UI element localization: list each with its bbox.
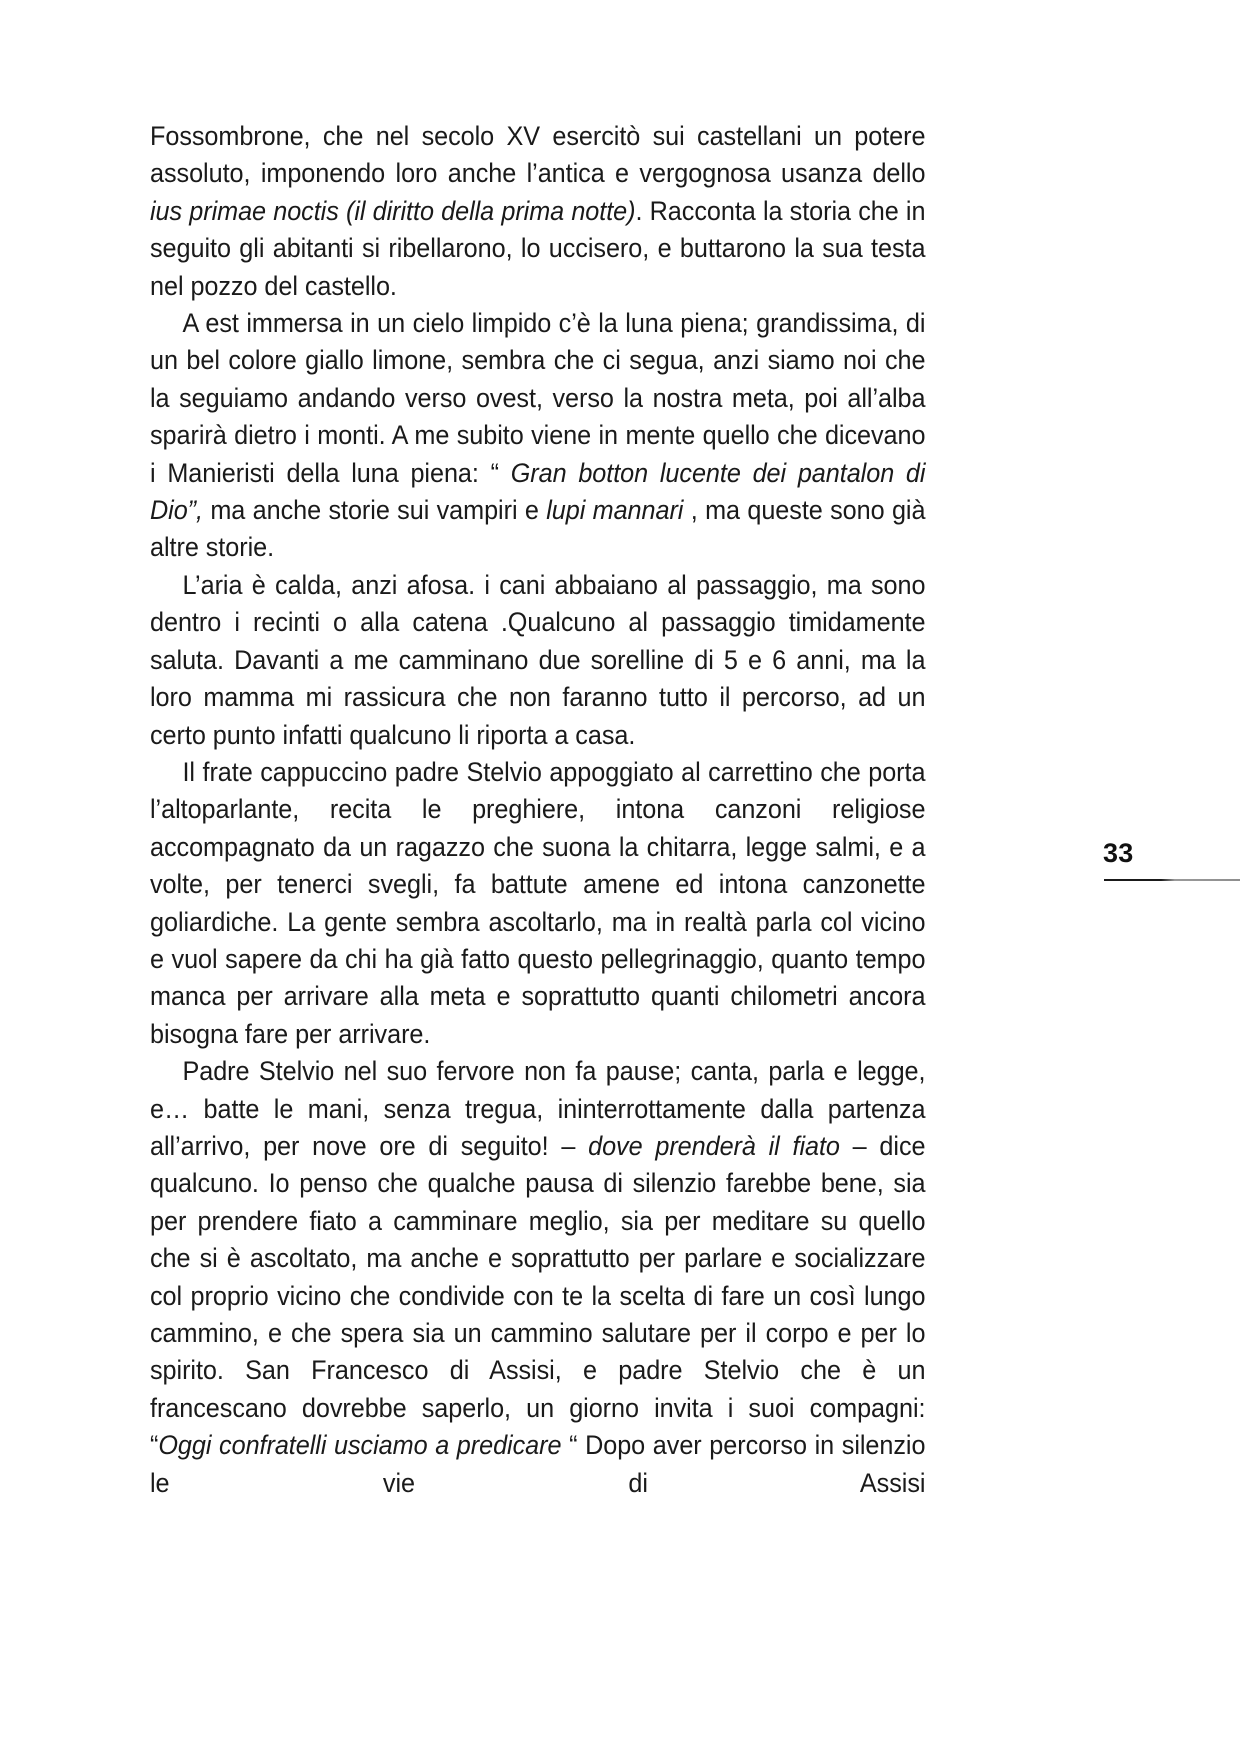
paragraph [150, 754, 925, 1053]
page-number: 33 [1103, 838, 1134, 868]
italic-run: Oggi confratelli usciamo a predicare [158, 1430, 562, 1461]
folio [1103, 840, 1240, 900]
text-run: , ma queste sono già altre storie. [150, 495, 926, 563]
text-run: Padre Stelvio nel suo fervore non fa pause; canta, parla e legge, e… batte le mani, senza tregua, ininterrottamente dalla partenza all’arrivo, per nove ore di seguito! – [150, 1056, 926, 1161]
italic-run: Gran botton lucente dei pantalon di Dio”, [150, 457, 926, 526]
italic-run: ius primae noctis (il diritto della prima notte) [150, 195, 636, 226]
italic-run: dove prenderà il fiato [588, 1130, 840, 1161]
page-body-text [150, 118, 925, 1502]
text-run: L’aria è calda, anzi afosa. i cani abbaiano al passaggio, ma sono dentro i recinti o alla catena .Qualcuno al passaggio timidamente saluta. Davanti a me camminano due sorelline di 5 e 6 anni, ma la loro mamma mi rassicura che non faranno tutto il percorso, ad un certo punto infatti qualcuno li riporta a casa. [150, 569, 926, 750]
paragraph [150, 118, 925, 305]
text-run: “ Dopo aver percorso in silenzio le vie di Assisi [150, 1430, 926, 1498]
text-run: Fossombrone, che nel secolo XV esercitò sui castellani un potere assoluto, imponendo loro anche l’antica e vergognosa usanza dello [150, 121, 926, 189]
text-run: A est immersa in un cielo limpido c’è la luna piena; grandissima, di un bel colore giallo limone, sembra che ci segua, anzi siamo noi che la seguiamo andando verso ovest, verso la nostra meta, poi all’alba sparirà dietro i monti. A me subito viene in mente quello che dicevano i Manieristi della luna piena: “ [150, 308, 926, 488]
folio-rule [1104, 879, 1240, 881]
text-run: . Racconta la storia che in seguito gli abitanti si ribellarono, lo uccisero, e buttarono la sua testa nel pozzo del castello. [150, 195, 926, 301]
italic-run: lupi mannari [546, 495, 684, 526]
paragraph [150, 305, 925, 567]
paragraph [150, 567, 925, 754]
text-run: Il frate cappuccino padre Stelvio appoggiato al carrettino che porta l’altoparlante, recita le preghiere, intona canzoni religiose accompagnato da un ragazzo che suona la chitarra, legge salmi, e a volte, per tenerci svegli, fa battute amene ed intona canzonette goliardiche. La gente sembra ascoltarlo, ma in realtà parla col vicino e vuol sapere da chi ha già fatto questo pellegrinaggio, quanto tempo manca per arrivare alla meta e soprattutto quanti chilometri ancora bisogna fare per arrivare. [150, 756, 926, 1049]
paragraph [150, 1053, 925, 1502]
text-run: – dice qualcuno. Io penso che qualche pausa di silenzio farebbe bene, sia per prendere fiato a camminare meglio, sia per meditare su quello che si è ascoltato, ma anche e soprattutto per parlare e socializzare col proprio vicino che condivide con te la scelta di fare un così lungo cammino, e che spera sia un cammino salutare per il corpo e per lo spirito. San Francesco di Assisi, e padre Stelvio che è un francescano dovrebbe saperlo, un giorno invita i suoi compagni: “ [150, 1130, 926, 1461]
text-run: ma anche storie sui vampiri e [202, 495, 547, 526]
